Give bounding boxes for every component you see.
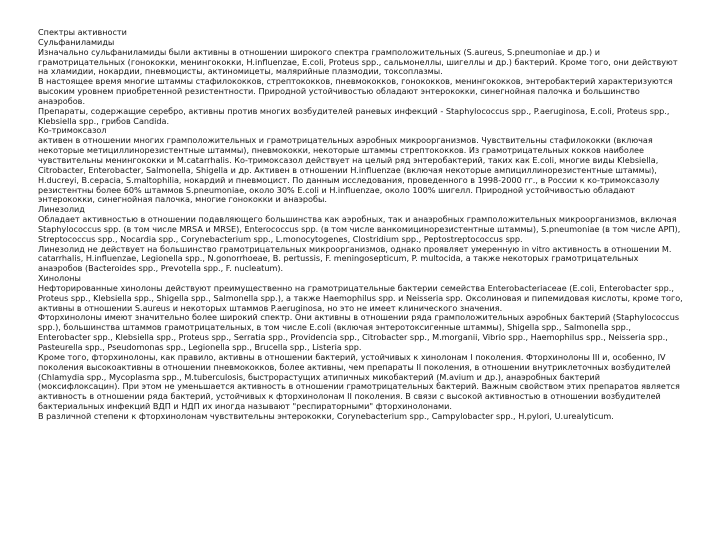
paragraph-fluoroquinolones-generations: Кроме того, фторхинолоны, как правило, активны в отношении бактерий, устойчивых к хинолонам I поколения. Фторхинолоны III и, особенно, IV поколения высокоактивны в отношении пневмококков, более активны, чем препараты II поколения, в отношении внутриклеточных возбудителей (Chlamydia spp., Mycoplasma spp., M.tuberculosis, быстрорастущих атипичных микобактерий (M.avium и др.), анаэробных бактерий (моксифлоксацин). При этом не уменьшается активность в отношении грамотрицательных бактерий. Важным свойством этих препаратов является активность в отношении ряда бактерий, устойчивых к фторхинолонам II поколения. В связи с высокой активностью в отношении возбудителей бактериальных инфекций ВДП и НДП их иногда называют "респираторными" фторхинолонами.	[38, 351, 680, 412]
paragraph-linezolid-activity: Обладает активностью в отношении подавляющего большинства как аэробных, так и анаэробных грамположительных микроорганизмов, включая Staphylococcus spp. (в том числе MRSA и MRSE), Enterococcus spp. (в том числе ванкомицинорезистентные штаммы), S.pneumoniae (в том числе АРП), Streptococcus spp., Nocardia spp., Corynebacterium spp., L.monocytogenes, Clostridium spp., Peptostreptococcus spp.	[38, 214, 681, 244]
heading-spectra: Спектры активности	[38, 27, 127, 37]
heading-linezolid: Линезолид	[38, 204, 85, 215]
paragraph-sulfonamides-initial: Изначально сульфаниламиды были активны в отношении широкого спектра грамположительных (S.aureus, S.pneumoniae и др.) и грамотрицательных (гонококки, менингококки, H.influenzae, E.coli, Proteus spp., сальмонеллы, шигеллы и др.) бактерий. Кроме того, они действуют на хламидии, нокардии, пневмоцисты, актиномицеты, малярийные плазмодии, токсоплазмы.	[38, 46, 678, 77]
paragraph-fluoroquinolones-spectrum: Фторхинолоны имеют значительно более широкий спектр. Они активны в отношении ряда грамположительных аэробных бактерий (Staphylococcus spp.), большинства штаммов грамотрицательных, в том числе E.coli (включая энтеротоксигенные штаммы), Shigella spp., Salmonella spp., Enterobacter spp., Klebsiella spp., Proteus spp., Serratia spp., Providencia spp., Citrobacter spp., M.morganii, Vibrio spp., Haemophilus spp., Neisseria spp., Pasteurella spp., Pseudomonas spp., Legionella spp., Brucella spp., Listeria spp.	[38, 312, 680, 352]
heading-quinolones: Хинолоны	[38, 273, 81, 284]
document-body	[38, 28, 684, 422]
paragraph-silver-preparations: Препараты, содержащие серебро, активны против многих возбудителей раневых инфекций - Staphylococcus spp., P.aeruginosa, E.coli, Proteus spp., Klebsiella spp., грибов Candida.	[38, 105, 670, 126]
paragraph-co-trimoxazole: активен в отношении многих грамположительных и грамотрицательных аэробных микроорганизмов. Чувствительны стафилококки (включая некоторые метициллинорезистентные штаммы), пневмококки, некоторые штаммы стрептококков. Из грамотрицательных кокков наиболее чувствительны менингококки и M.catarrhalis. Ко-тримоксазол действует на целый ряд энтеробактерий, таких как E.coli, многие виды Klebsiella, Citrobacter, Enterobacter, Salmonella, Shigella и др. Активен в отношении H.influenzae (включая некоторые ампициллинорезистентные штаммы), H.ducreyi, B.cepacia, S.maltophilia, нокардий и пневмоцист. По данным исследования, проведенного в 1998-2000 гг., в России к ко-тримоксазолу резистентны более 60% штаммов S.pneumoniae, около 30% E.coli и H.influenzae, около 100% шигелл. Природной устойчивостью обладают энтерококки, синегнойная палочка, многие гонококки и анаэробы.	[38, 135, 660, 205]
heading-sulfonamides: Сульфаниламиды	[38, 36, 115, 47]
paragraph-non-fluorinated-quinolones: Нефторированные хинолоны действуют преимущественно на грамотрицательные бактерии семейства Enterobacteriaceae (E.coli, Enterobacter spp., Proteus spp., Klebsiella spp., Shigella spp., Salmonella spp.), а также Haemophilus spp. и Neisseria spp. Оксолиновая и пипемидовая кислоты, кроме того, активны в отношении S.aureus и некоторых штаммов P.aeruginosa, но это не имеет клинического значения.	[38, 282, 683, 313]
paragraph-sulfonamides-resistance: В настоящее время многие штаммы стафилококков, стрептококков, пневмококков, гонококков, менингококков, энтеробактерий характеризуются высоким уровнем приобретенной резистентности. Природной устойчивостью обладают энтерококки, синегнойная палочка и большинство анаэробов.	[38, 76, 673, 106]
paragraph-fluoroquinolones-sensitivity: В различной степени к фторхинолонам чувствительны энтерококки, Corynebacterium spp., Campylobacter spp., H.pylori, U.urealyticum.	[38, 410, 614, 421]
paragraph-linezolid-gram-negative: Линезолид не действует на большинство грамотрицательных микроорганизмов, однако проявляет умеренную in vitro активность в отношении M. catarrhalis, H.influenzae, Legionella spp., N.gonorrhoeae, B. pertussis, F. meningosepticum, P. multocida, а также некоторых грамотрицательных анаэробов (Bacteroides spp., Prevotella spp., F. nucleatum).	[38, 243, 672, 274]
heading-co-trimoxazole: Ко-тримоксазол	[38, 125, 107, 136]
